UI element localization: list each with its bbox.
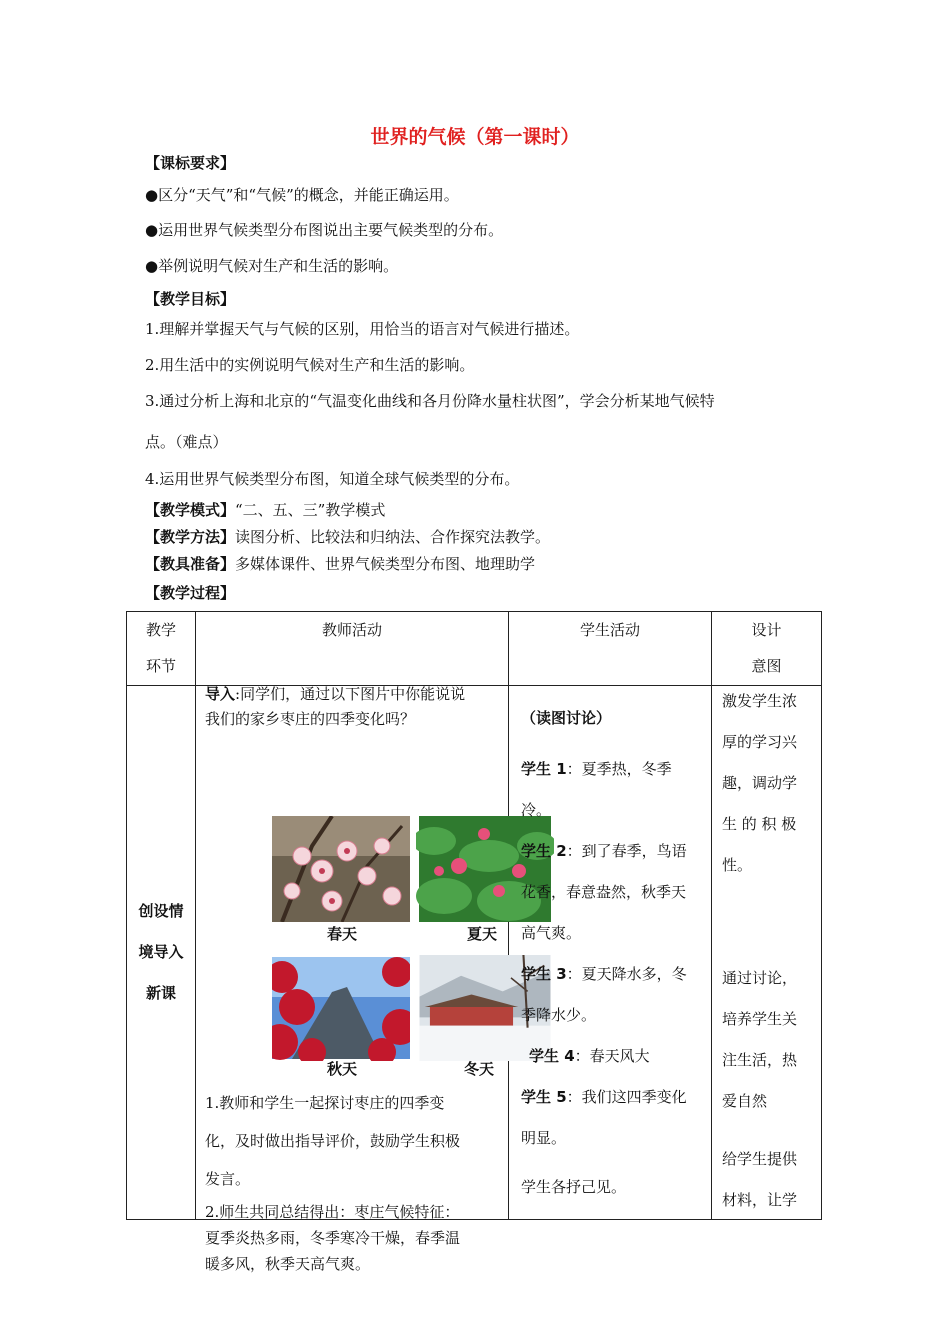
teaching-prep-label: 【教具准备】 — [145, 555, 236, 573]
design-intent-2 — [722, 958, 797, 1122]
header-stage-line: 环节 — [145, 657, 176, 675]
teacher-steps-1 — [205, 1084, 460, 1198]
student-label: 学生 3 — [521, 965, 567, 983]
student-text: 季降水少。 — [521, 1006, 597, 1024]
design-line: 材料，让学 — [722, 1191, 798, 1209]
design-line: 给学生提供 — [722, 1150, 798, 1168]
stage-cell — [127, 686, 196, 1220]
student-text: ：夏天降水多，冬 — [566, 965, 687, 983]
design-line: 爱自然 — [722, 1092, 768, 1110]
intro-text — [205, 682, 465, 732]
teaching-process-table — [126, 611, 822, 1273]
student-text: 高气爽。 — [521, 924, 582, 942]
photo-caption: 夏天 — [466, 925, 497, 943]
header-design — [712, 612, 822, 686]
student-label: 学生 4 — [529, 1047, 575, 1065]
student-text: ：夏季热，冬季 — [566, 760, 672, 778]
design-line: 性。 — [722, 856, 753, 874]
intro-label: 导入 — [205, 685, 236, 703]
header-stage-line: 教学 — [145, 621, 176, 639]
design-line: 注生活，热 — [722, 1051, 798, 1069]
goals-item: 点。（难点） — [145, 433, 228, 451]
student-text: 花香，春意盎然，秋季天 — [521, 883, 687, 901]
teacher-activity-cell — [196, 685, 509, 1273]
teacher-line: 化，及时做出指导评价，鼓励学生积极 — [205, 1132, 461, 1150]
student-text: 明显。 — [521, 1129, 567, 1147]
student-label: 学生 2 — [521, 842, 567, 860]
teaching-method-text: 读图分析、比较法和归纳法、合作探究法教学。 — [235, 528, 551, 546]
header-design-line: 设计 — [751, 621, 782, 639]
photo-caption: 冬天 — [463, 1060, 494, 1078]
stage-line: 新课 — [145, 984, 176, 1002]
student-activity-text — [521, 698, 687, 1208]
teaching-mode-label: 【教学模式】 — [145, 501, 236, 519]
standards-heading: 【课标要求】 — [145, 154, 236, 172]
teacher-steps-2 — [205, 1199, 460, 1277]
intro-line: :同学们，通过以下图片中你能说说 — [235, 685, 466, 703]
design-line: 培养学生关 — [722, 1010, 798, 1028]
goals-item: 4.运用世界气候类型分布图，知道全球气候类型的分布。 — [145, 470, 520, 488]
teacher-line: 夏季炎热多雨，冬季寒冷干燥，春季温 — [205, 1229, 461, 1247]
header-stage — [127, 612, 196, 686]
photo-caption: 秋天 — [326, 1060, 357, 1078]
stage-line: 境导入 — [138, 943, 184, 961]
standards-item: ●运用世界气候类型分布图说出主要气候类型的分布。 — [145, 221, 504, 239]
page-title: 世界的气候（第一课时） — [370, 126, 580, 148]
design-line: 生 的 积 极 — [722, 815, 797, 833]
student-activity-cell — [509, 686, 712, 1220]
design-line: 激发学生浓 — [722, 692, 798, 710]
design-intent-cell — [712, 686, 822, 1220]
photo-caption: 春天 — [326, 925, 357, 943]
teaching-prep — [145, 553, 535, 574]
discussion-label: （读图讨论） — [521, 709, 612, 727]
goals-item: 2.用生活中的实例说明气候对生产和生活的影响。 — [145, 356, 475, 374]
stage-line: 创设情 — [138, 902, 184, 920]
goals-item: 3.通过分析上海和北京的“气温变化曲线和各月份降水量柱状图”，学会分析某地气候特 — [145, 392, 715, 410]
goals-item: 1.理解并掌握天气与气候的区别，用恰当的语言对气候进行描述。 — [145, 320, 580, 338]
teaching-prep-text: 多媒体课件、世界气候类型分布图、地理助学 — [235, 555, 536, 573]
teacher-line: 2.师生共同总结得出：枣庄气候特征： — [205, 1203, 460, 1221]
goals-heading: 【教学目标】 — [145, 290, 236, 308]
student-label: 学生 5 — [521, 1088, 567, 1106]
teacher-line: 1.教师和学生一起探讨枣庄的四季变 — [205, 1094, 445, 1112]
student-text: 冷。 — [521, 801, 552, 819]
design-line: 趣，调动学 — [722, 774, 798, 792]
teaching-method-label: 【教学方法】 — [145, 528, 236, 546]
teaching-mode — [145, 499, 385, 520]
teacher-line: 发言。 — [205, 1170, 251, 1188]
design-intent-3 — [722, 1139, 797, 1221]
student-label: 学生 1 — [521, 760, 567, 778]
table-row — [127, 686, 822, 1220]
student-text: ：到了春季，鸟语 — [566, 842, 687, 860]
header-student-label: 学生活动 — [579, 621, 640, 639]
standards-item: ●举例说明气候对生产和生活的影响。 — [145, 257, 399, 275]
design-line: 通过讨论， — [722, 969, 798, 987]
student-text: ：我们这四季变化 — [566, 1088, 687, 1106]
student-text: ：春天风大 — [574, 1047, 650, 1065]
table-header-row — [127, 612, 822, 686]
intro-line: 我们的家乡枣庄的四季变化吗？ — [205, 710, 416, 728]
autumn-mountain-photo — [272, 955, 410, 1061]
teacher-line: 暖多风，秋季天高气爽。 — [205, 1255, 371, 1273]
standards-item: ●区分“天气”和“气候”的概念，并能正确运用。 — [145, 186, 459, 204]
teaching-method — [145, 526, 550, 547]
process-heading: 【教学过程】 — [145, 584, 236, 602]
header-teacher-label: 教师活动 — [321, 621, 382, 639]
student-final: 学生各抒己见。 — [521, 1178, 627, 1196]
design-line: 厚的学习兴 — [722, 733, 798, 751]
header-student — [509, 612, 712, 686]
teaching-mode-text: “二、五、三”教学模式 — [235, 501, 386, 519]
design-intent-1 — [722, 681, 797, 886]
header-design-line: 意图 — [751, 657, 782, 675]
spring-blossom-photo — [272, 816, 410, 922]
header-teacher — [196, 612, 509, 686]
